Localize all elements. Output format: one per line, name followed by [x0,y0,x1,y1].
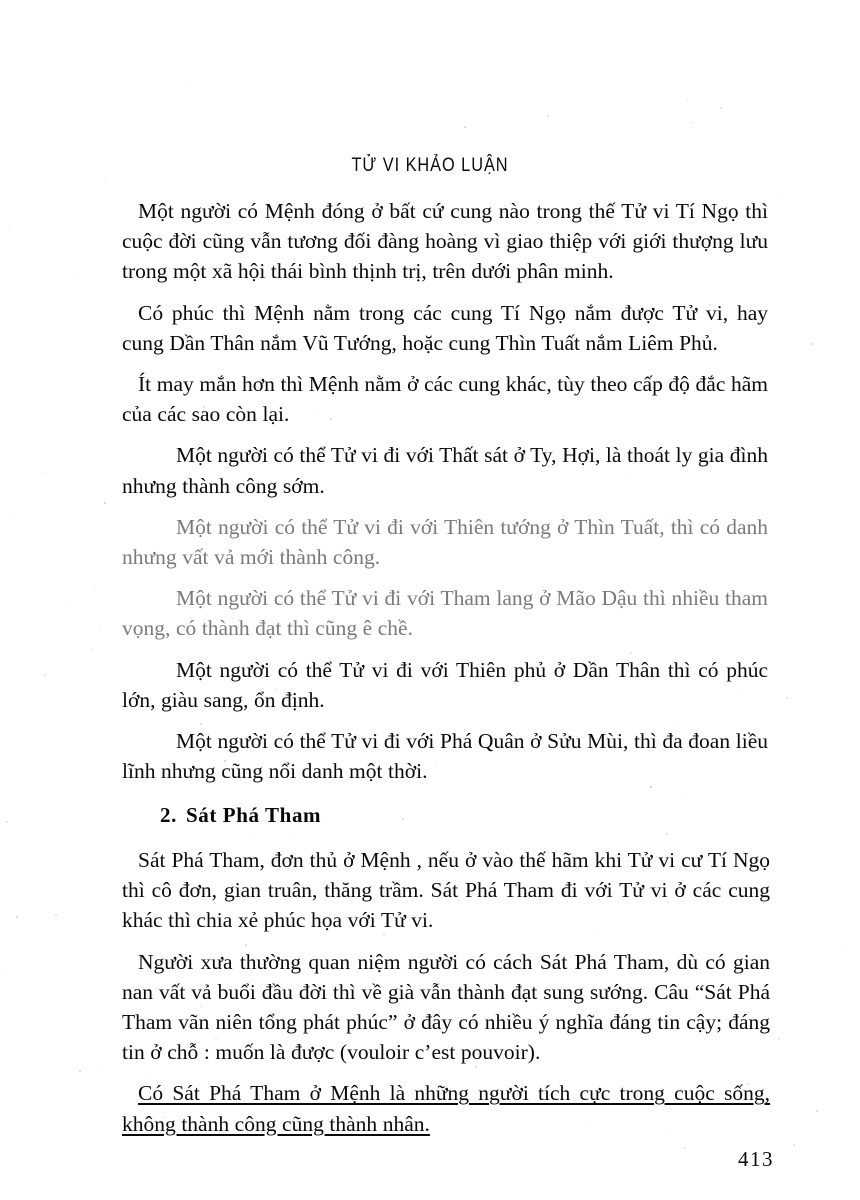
paragraph-p6: Một người có thể Tử vi đi với Tham lang ở Mão Dậu thì nhiều tham vọng, có thành đạt thì cũng ê chề. [122,586,768,641]
paragraph-p1: Một người có Mệnh đóng ở bất cứ cung nào trong thế Tử vi Tí Ngọ thì cuộc đời cũng vẫn tương đối đàng hoàng vì giao thiệp với giới thượng lưu trong một xã hội thái bình thịnh trị, trên dưới phân minh. [122,199,768,284]
paragraph-p4: Một người có thể Tử vi đi với Thất sát ở Ty, Hợi, là thoát ly gia đình nhưng thành công sớm. [122,443,768,498]
paragraph-p2: Có phúc thì Mệnh nằm trong các cung Tí Ngọ nắm được Tử vi, hay cung Dần Thân nắm Vũ Tướng, hoặc cung Thìn Tuất nắm Liêm Phủ. [122,300,768,355]
paragraph-p8: Một người có thể Tử vi đi với Phá Quân ở Sửu Mùi, thì đa đoan liều lĩnh nhưng cũng nổi danh một thời. [122,729,768,784]
paragraph-p7: Một người có thể Tử vi đi với Thiên phủ ở Dần Thân thì có phúc lớn, giàu sang, ổn định. [122,657,768,712]
paragraph-s3: Có Sát Phá Tham ở Mệnh là những người tích cực trong cuộc sống, không thành công cũng thành nhân. [122,1081,770,1136]
section-title: Sát Phá Tham [185,803,322,827]
section-number: 2. [160,803,177,827]
paragraph-s1: Sát Phá Tham, đơn thủ ở Mệnh , nếu ở vào thế hãm khi Tử vi cư Tí Ngọ thì cô đơn, gian truân, thăng trầm. Sát Phá Tham đi với Tử vi ở các cung khác thì chia xẻ phúc họa với Tử vi. [122,848,770,933]
upper-text-column [122,196,768,786]
page-number: 413 [738,1147,774,1171]
paragraph-s2: Người xưa thường quan niệm người có cách Sát Phá Tham, dù có gian nan vất vả buổi đầu đời thì về già vẫn thành đạt sung sướng. Câu “Sát Phá Tham vãn niên tổng phát phúc” ở đây có nhiều ý nghĩa đáng tin cậy; đáng tin ở chỗ : muốn là được (vouloir c’est pouvoir). [122,949,770,1065]
running-head: TỬ VI KHẢO LUẬN [351,155,509,176]
paragraph-p3: Ít may mắn hơn thì Mệnh nằm ở các cung khác, tùy theo cấp độ đắc hãm của các sao còn lại. [122,372,768,427]
paragraph-p5: Một người có thể Tử vi đi với Thiên tướng ở Thìn Tuất, thì có danh nhưng vất vả mới thành công. [122,514,768,570]
section-heading [160,803,321,828]
lower-text-column [122,845,770,1139]
